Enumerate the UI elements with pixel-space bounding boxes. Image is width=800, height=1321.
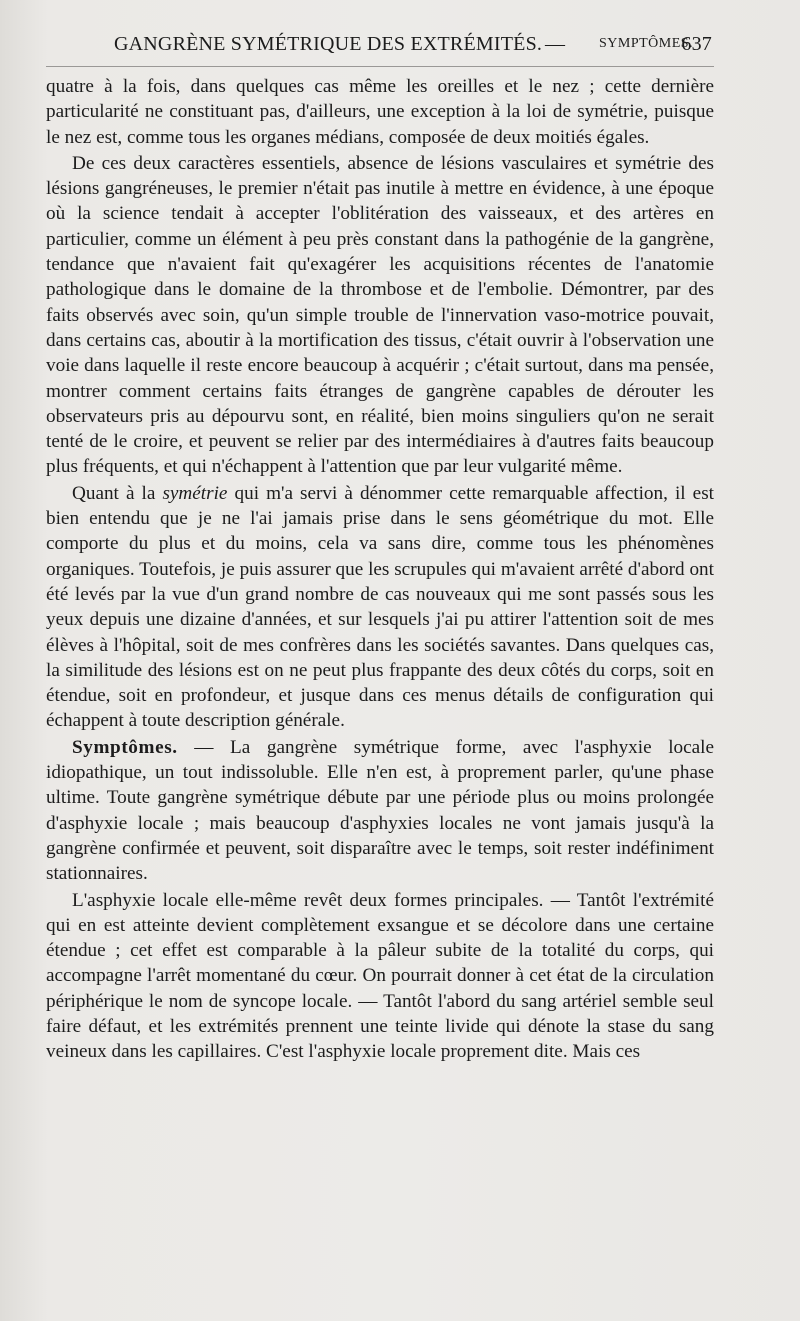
emphasis-symetrie: symétrie [162,482,228,504]
header-rule [46,66,714,67]
paragraph-text: L'asphyxie locale elle-même revêt deux formes principales. — Tantôt l'extrémité qui en est atteinte devient complètement exsangue et se décolore dans une certaine étendue ; cet effet est comparable à la pâleur subite de la totalité du corps, qui accompagne l'arrêt momentané du cœur. On pourrait donner à cet état de la circulation périphérique le nom de syncope locale. — Tantôt l'abord du sang artériel semble seul faire défaut, et les extrémités prennent une teinte livide qui dénote la stase du sang veineux dans les capillaires. C'est l'asphyxie locale proprement dite. Mais ces [46,889,714,1063]
body-text [46,74,714,1065]
page-number: 637 [681,33,712,55]
paragraph [46,74,714,150]
paragraph [46,888,714,1065]
paragraph [46,481,714,734]
running-title: GANGRÈNE SYMÉTRIQUE DES EXTRÉMITÉS. [114,33,543,55]
section-heading-symptomes: Symptômes. [72,736,178,758]
paragraph [46,151,714,480]
paragraph-text: De ces deux caractères essentiels, absence de lésions vasculaires et symétrie des lésions gangréneuses, le premier n'était pas inutile à mettre en évidence, à une époque où la science tendait à accepter l'oblitération des vaisseaux, et des artères en particulier, comme un élément à peu près constant dans la pathogénie de la gangrène, tendance que n'avaient fait qu'exagérer les acquisitions récentes de l'anatomie pathologique dans le domaine de la thrombose et de l'embolie. Démontrer, par des faits observés avec soin, qu'un simple trouble de l'innervation vaso-motrice pouvait, dans certains cas, aboutir à la mortification des tissus, c'était ouvrir à l'observation une voie dans laquelle il reste encore beaucoup à acquérir ; c'était surtout, dans ma pensée, montrer comment certains faits étranges de gangrène capables de dérouter les observateurs pris au dépourvu sont, en réalité, bien moins singuliers qu'on ne serait tenté de le croire, et peuvent se relier par des intermédiaires à d'autres faits beaucoup plus fréquents, et qui n'échappent à l'attention que par leur vulgarité même. [46,152,714,478]
paragraph-text: quatre à la fois, dans quelques cas même les oreilles et le nez ; cette dernière particularité ne constituant pas, d'ailleurs, une exception à la loi de symétrie, puisque le nez est, comme tous les organes médians, composée de deux moitiés égales. [46,76,714,148]
paragraph [46,735,714,887]
paragraph-text: qui m'a servi à dénommer cette remarquable affection, il est bien entendu que je ne l'ai jamais prise dans le sens géométrique du mot. Elle comporte du plus et du moins, cela va sans dire, comme tous les phénomènes organiques. Toutefois, je puis assurer que les scrupules qui m'avaient arrêté d'abord ont été levés par la vue d'un grand nombre de cas nouveaux qui me sont passés sous les yeux depuis une dizaine d'années, et sur lesquels j'ai pu attirer l'attention soit de mes élèves à l'hôpital, soit de mes confrères dans les sociétés savantes. Dans quelques cas, la similitude des lésions est on ne peut plus frappante des deux côtés du corps, soit en étendue, soit en profondeur, et jusque dans ces menus détails de configuration qui échappent à toute description générale. [46,482,714,732]
paragraph-text: Quant à la [72,482,163,504]
section-name: SYMPTÔMES. [599,36,694,51]
paragraph-text: — La gangrène symétrique forme, avec l'asphyxie locale idiopathique, un tout indissoluble. Elle n'en est, à proprement parler, qu'une phase ultime. Toute gangrène symétrique débute par une période plus ou moins prolongée d'asphyxie locale ; mais beaucoup d'asphyxies locales ne vont jamais jusqu'à la gangrène confirmée et peuvent, soit disparaître avec le temps, soit rester indéfiniment stationnaires. [46,736,714,885]
header-separator: — [545,33,566,55]
